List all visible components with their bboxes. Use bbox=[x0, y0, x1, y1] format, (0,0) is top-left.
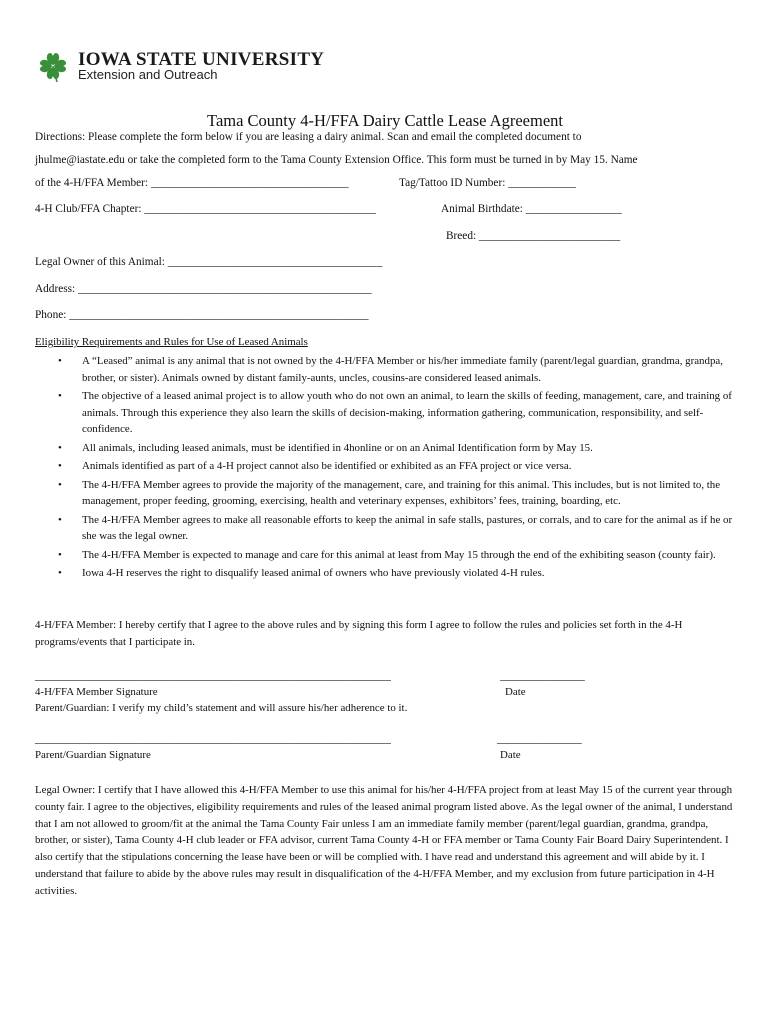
member-name-field[interactable]: of the 4-H/FFA Member: ___________________________________ bbox=[35, 177, 349, 189]
member-date-line[interactable]: _______________ bbox=[500, 670, 585, 682]
member-certification: 4-H/FFA Member: I hereby certify that I agree to the above rules and by signing this form I agree to follow the rules and policies set forth in the 4-H programs/events that I participate in. bbox=[35, 619, 683, 648]
tag-id-field[interactable]: Tag/Tattoo ID Number: ____________ bbox=[399, 177, 576, 189]
guardian-date-line[interactable]: _______________ bbox=[497, 733, 582, 745]
member-signature-line[interactable]: _______________________________________________________________ bbox=[35, 670, 391, 682]
legal-owner-statement: Legal Owner: I certify that I have allowed this 4-H/FFA Member to use this animal for his/her 4-H/FFA project from at least May 15 of the current year through county fair. I agree to the objectives, eligibility requirements and rules of the leased animal program listed above. As the legal owner of the animal, I understand that I am not allowed to groom/fit at the animal the Tama County Fair unless I am an immediate family member (parent/legal guardian, grandma, grandpa, brother, or sister), Tama County 4-H club leader or FFA advisor, current Tama County 4-H or FFA member or Tama County Fair Board Dairy Superintendent. I also certify that the stipulations concerning the lease have been or will be complied with. I have read and understand this agreement and will abide by it. I understand that failure to abide by the above rules may result in disqualification of the 4-H/FFA Member, and my exclusion from future participation in 4-H activities. bbox=[35, 784, 733, 897]
guardian-signature-line[interactable]: _______________________________________________________________ bbox=[35, 733, 391, 745]
member-date-label: Date bbox=[505, 686, 526, 698]
directions-line-1: Directions: Please complete the form below if you are leasing a dairy animal. Scan and email the completed document to bbox=[35, 131, 582, 143]
member-signature-label: 4-H/FFA Member Signature bbox=[35, 686, 158, 698]
rule-item: • The 4-H/FFA Member agrees to provide the majority of the management, care, and training for this animal. This includes, but is not limited to, the management, proper feeding, grooming, exercising, health and veterinary expenses, exhibitors’ fees, training, boarding, etc. bbox=[58, 477, 738, 510]
rule-item: • The objective of a leased animal project is to allow youth who do not own an animal, to learn the skills of feeding, management, care, and training of animals. Through this experience they also learn the skills of decision-making, information gathering, communication, responsibility, and self-confidence. bbox=[58, 388, 738, 438]
document-title: Tama County 4-H/FFA Dairy Cattle Lease Agreement bbox=[207, 111, 563, 130]
4h-clover-icon bbox=[36, 49, 70, 83]
breed-field[interactable]: Breed: _________________________ bbox=[446, 230, 621, 242]
rules-list bbox=[58, 353, 738, 584]
phone-field[interactable]: Phone: _____________________________________________________ bbox=[35, 309, 369, 321]
club-chapter-field[interactable]: 4-H Club/FFA Chapter: _________________________________________ bbox=[35, 203, 376, 215]
rule-item: • The 4-H/FFA Member agrees to make all reasonable efforts to keep the animal in safe stalls, pastures, or corrals, and to care for the animal as if he or she was the legal owner. bbox=[58, 512, 738, 545]
rule-item: • All animals, including leased animals, must be identified in 4honline or on an Animal Identification form by May 15. bbox=[58, 440, 738, 457]
guardian-signature-label: Parent/Guardian Signature bbox=[35, 749, 151, 761]
legal-owner-field[interactable]: Legal Owner of this Animal: ______________________________________ bbox=[35, 256, 383, 268]
directions-line-2: jhulme@iastate.edu or take the completed form to the Tama County Extension Office. This form must be turned in by May 15. Name bbox=[35, 154, 638, 166]
rule-item: • Iowa 4-H reserves the right to disqualify leased animal of owners who have previously violated 4-H rules. bbox=[58, 565, 738, 582]
rules-heading: Eligibility Requirements and Rules for Use of Leased Animals bbox=[35, 336, 308, 348]
animal-birthdate-field[interactable]: Animal Birthdate: _________________ bbox=[441, 203, 622, 215]
address-field[interactable]: Address: ____________________________________________________ bbox=[35, 283, 372, 295]
rule-item: • A “Leased” animal is any animal that is not owned by the 4-H/FFA Member or his/her immediate family (parent/legal guardian, grandma, grandpa, brother, or sister). Animals owned by distant family-aunts, uncles, cousins-are considered leased animals. bbox=[58, 353, 738, 386]
isu-extension-logo bbox=[36, 49, 325, 85]
guardian-verification: Parent/Guardian: I verify my child’s statement and will assure his/her adherence to it. bbox=[35, 702, 408, 714]
guardian-date-label: Date bbox=[500, 749, 521, 761]
org-subtitle: Extension and Outreach bbox=[78, 67, 218, 82]
org-name: IOWA STATE UNIVERSITY bbox=[78, 49, 325, 70]
rule-item: • Animals identified as part of a 4-H project cannot also be identified or exhibited as an FFA project or vice versa. bbox=[58, 458, 738, 475]
rule-item: • The 4-H/FFA Member is expected to manage and care for this animal at least from May 15 through the end of the exhibiting season (county fair). bbox=[58, 547, 738, 564]
